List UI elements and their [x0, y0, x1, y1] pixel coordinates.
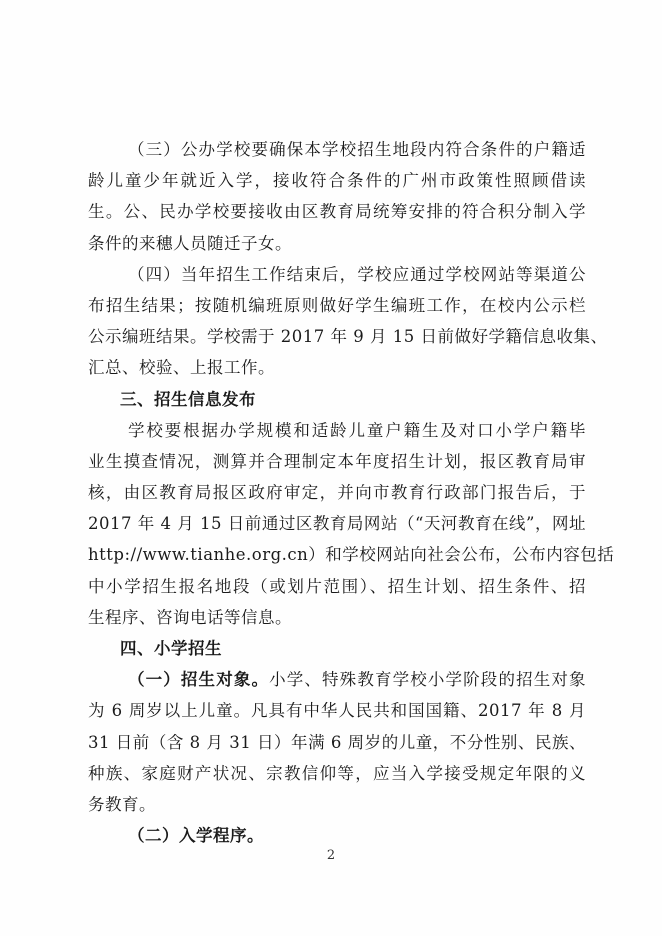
paragraph-line: 布招生结果；按随机编班原则做好学生编班工作，在校内公示栏 — [88, 295, 586, 315]
paragraph-line: 条件的来穗人员随迁子女。 — [88, 233, 292, 253]
paragraph-line — [88, 664, 586, 695]
paragraph-line: http://www.tianhe.org.cn）和学校网站向社会公布，公布内容包括 — [88, 545, 615, 565]
paragraph-line: 2017 年 4 月 15 日前通过区教育局网站（“天河教育在线”，网址 — [88, 514, 586, 534]
paragraph-line — [88, 820, 586, 851]
subsection-label: （一）招生对象。 — [128, 670, 270, 690]
paragraph-line: 中小学招生报名地段（或划片范围）、招生计划、招生条件、招 — [88, 576, 586, 596]
document-body — [88, 134, 615, 851]
paragraph-line: 务教育。 — [88, 794, 156, 814]
page-number: 2 — [326, 848, 336, 863]
section-heading: 三、招生信息发布 — [120, 389, 256, 409]
paragraph-text: 小学、特殊教育学校小学阶段的招生对象 — [269, 670, 587, 690]
paragraph-line: 为 6 周岁以上儿童。凡具有中华人民共和国国籍、2017 年 8 月 — [88, 701, 586, 721]
paragraph-line: 生。公、民办学校要接收由区教育局统筹安排的符合积分制入学 — [88, 202, 586, 222]
paragraph-line: 种族、家庭财产状况、宗教信仰等，应当入学接受规定年限的义 — [88, 763, 586, 783]
paragraph-line: （三）公办学校要确保本学校招生地段内符合条件的户籍适 — [128, 140, 586, 159]
paragraph-line: 核，由区教育局报区政府审定，并向市教育行政部门报告后，于 — [88, 483, 586, 503]
section-heading: 四、小学招生 — [120, 639, 222, 658]
paragraph-line: 学校要根据办学规模和适龄儿童户籍生及对口小学户籍毕 — [128, 420, 586, 440]
paragraph-line: 31 日前（含 8 月 31 日）年满 6 周岁的儿童，不分性别、民族、 — [88, 732, 586, 752]
subsection-label: （二）入学程序。 — [128, 826, 264, 846]
paragraph-line: 公示编班结果。学校需于 2017 年 9 月 15 日前做好学籍信息收集、 — [88, 327, 608, 347]
paragraph-line: 生程序、咨询电话等信息。 — [88, 607, 292, 627]
paragraph-line: （四）当年招生工作结束后，学校应通过学校网站等渠道公 — [128, 264, 586, 284]
paragraph-line: 汇总、校验、上报工作。 — [88, 358, 275, 378]
paragraph-line: 业生摸查情况，测算并合理制定本年度招生计划，报区教育局审 — [88, 451, 586, 471]
paragraph-line: 龄儿童少年就近入学，接收符合条件的广州市政策性照顾借读 — [88, 171, 586, 191]
